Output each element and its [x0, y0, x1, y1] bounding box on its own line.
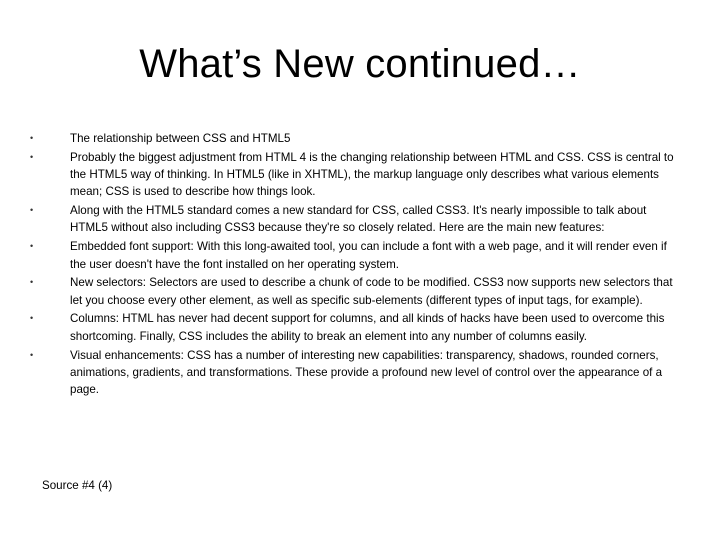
bullet-text: New selectors: Selectors are used to describe a chunk of code to be modified. CSS3 now supports new selectors that let you choose every other element, as well as specific sub-elements (different types of input tags, for example). — [70, 276, 673, 307]
source-citation: Source #4 (4) — [42, 479, 113, 492]
bullet-item-biggest-adjustment — [30, 149, 682, 201]
bullet-text: Probably the biggest adjustment from HTML 4 is the changing relationship between HTML and CSS. CSS is central to the HTML5 way of thinking. In HTML5 (like in XHTML), the markup language only describes what various elements mean; CSS is used to describe how things look. — [70, 150, 674, 199]
bullet-item-css-html5-relationship — [30, 130, 682, 147]
bullet-text: The relationship between CSS and HTML5 — [70, 132, 291, 145]
bullet-text: Visual enhancements: CSS has a number of interesting new capabilities: transparency, shadows, rounded corners, animations, gradients, and transformations. These provide a profound new level of control over the appearance of a page. — [70, 348, 663, 397]
bullet-item-columns — [30, 310, 682, 345]
bullet-item-visual-enhancements — [30, 347, 682, 399]
bullet-icon: • — [30, 241, 34, 252]
bullet-text: Columns: HTML has never had decent support for columns, and all kinds of hacks have been used to overcome this shortcoming. Finally, CSS includes the ability to break an element into any number of columns easily. — [70, 312, 665, 343]
bullet-item-css3-standard — [30, 202, 682, 237]
bullet-icon: • — [30, 349, 34, 360]
bullet-text: Along with the HTML5 standard comes a new standard for CSS, called CSS3. It's nearly impossible to talk about HTML5 without also including CSS3 because they're so closely related. Here are the main new features: — [70, 204, 647, 235]
bullet-icon: • — [30, 133, 34, 143]
bullet-icon: • — [30, 277, 34, 288]
slide-title: What’s New continued… — [139, 42, 581, 86]
bullet-icon: • — [30, 313, 34, 324]
bullet-item-new-selectors — [30, 274, 682, 309]
bullet-icon: • — [30, 205, 34, 216]
bullet-list — [30, 130, 682, 400]
bullet-item-embedded-font — [30, 238, 682, 273]
bullet-text: Embedded font support: With this long-awaited tool, you can include a font with a web page, and it will render even if the user doesn't have the font installed on her operating system. — [70, 240, 667, 271]
bullet-icon: • — [30, 151, 34, 162]
